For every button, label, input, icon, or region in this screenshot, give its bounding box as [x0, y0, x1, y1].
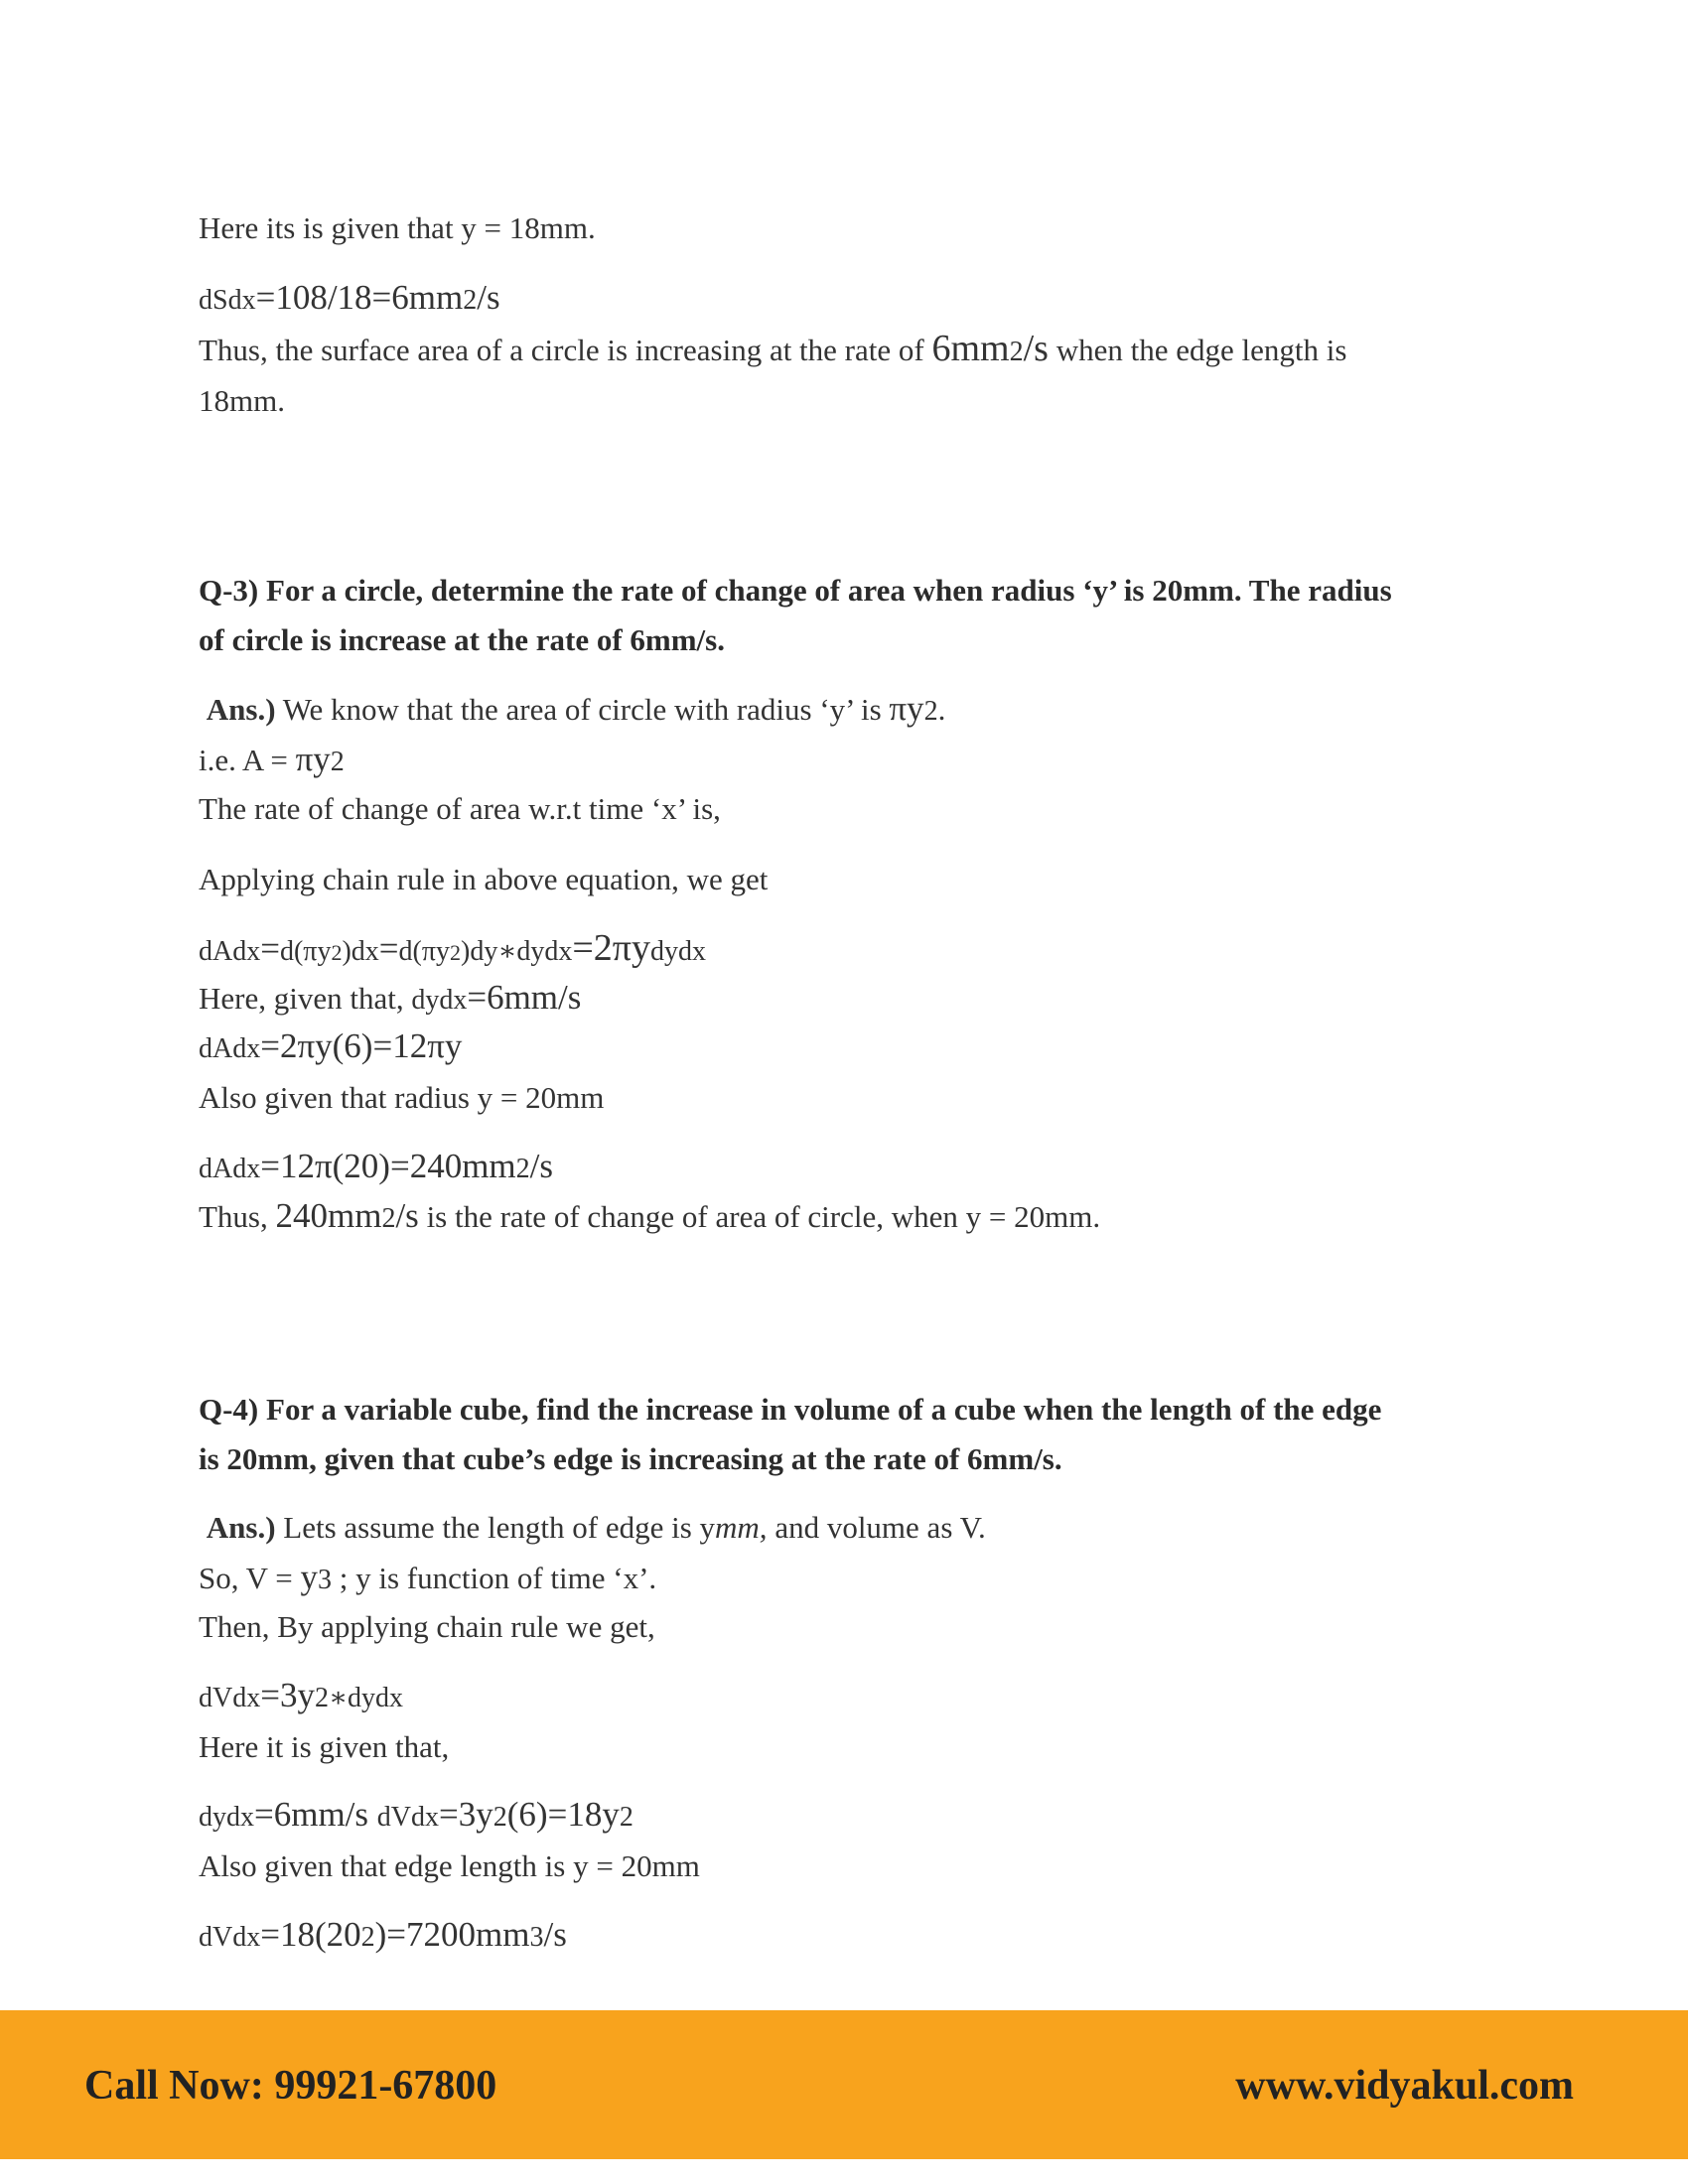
- formula-line: dVdx=18(202)=7200mm3/s: [199, 1915, 567, 1954]
- text-line: Thus, 240mm2/s is the rate of change of area of circle, when y = 20mm.: [199, 1196, 1101, 1235]
- answer-line: Ans.) We know that the area of circle with radius ‘y’ is πy2.: [206, 689, 946, 728]
- formula-line: dVdx=3y2∗dydx: [199, 1676, 404, 1714]
- question-heading: Q-3) For a circle, determine the rate of change of area when radius ‘y’ is 20mm. The radius: [199, 573, 1392, 608]
- text-line: So, V = y3 ; y is function of time ‘x’.: [199, 1558, 657, 1596]
- formula-line: dAdx=2πy(6)=12πy: [199, 1026, 463, 1065]
- formula-line: dydx=6mm/s dVdx=3y2(6)=18y2: [199, 1795, 633, 1834]
- text-line: Here, given that, dydx=6mm/s: [199, 978, 582, 1017]
- text-line: Also given that radius y = 20mm: [199, 1080, 605, 1115]
- formula-line: dSdx=108/18=6mm2/s: [199, 278, 500, 317]
- text-line: Here it is given that,: [199, 1729, 450, 1764]
- text-line: Here its is given that y = 18mm.: [199, 210, 596, 245]
- answer-label: Ans.): [206, 692, 276, 727]
- answer-line: Ans.) Lets assume the length of edge is ymm, and volume as V.: [206, 1510, 986, 1545]
- text-line: Thus, the surface area of a circle is increasing at the rate of 6mm2/s when the edge length is: [199, 328, 1347, 369]
- website-link[interactable]: www.vidyakul.com: [1235, 2063, 1574, 2109]
- call-now-text: Call Now: 99921-67800: [84, 2063, 497, 2109]
- formula-line: dAdx=12π(20)=240mm2/s: [199, 1147, 554, 1185]
- footer-banner: [0, 2010, 1688, 2159]
- formula-line: dAdx=d(πy2)dx=d(πy2)dy∗dydx=2πydydx: [199, 927, 706, 969]
- text-line: Applying chain rule in above equation, we get: [199, 862, 769, 896]
- question-heading: is 20mm, given that cube’s edge is increasing at the rate of 6mm/s.: [199, 1441, 1062, 1476]
- question-heading: of circle is increase at the rate of 6mm/s.: [199, 622, 725, 657]
- text-line: 18mm.: [199, 383, 285, 418]
- text-line: Also given that edge length is y = 20mm: [199, 1848, 700, 1883]
- text-line: Then, By applying chain rule we get,: [199, 1609, 655, 1644]
- text-line: i.e. A = πy2: [199, 740, 345, 778]
- question-heading: Q-4) For a variable cube, find the increase in volume of a cube when the length of the edge: [199, 1392, 1382, 1427]
- answer-label: Ans.): [206, 1510, 276, 1545]
- text-line: The rate of change of area w.r.t time ‘x’ is,: [199, 791, 721, 826]
